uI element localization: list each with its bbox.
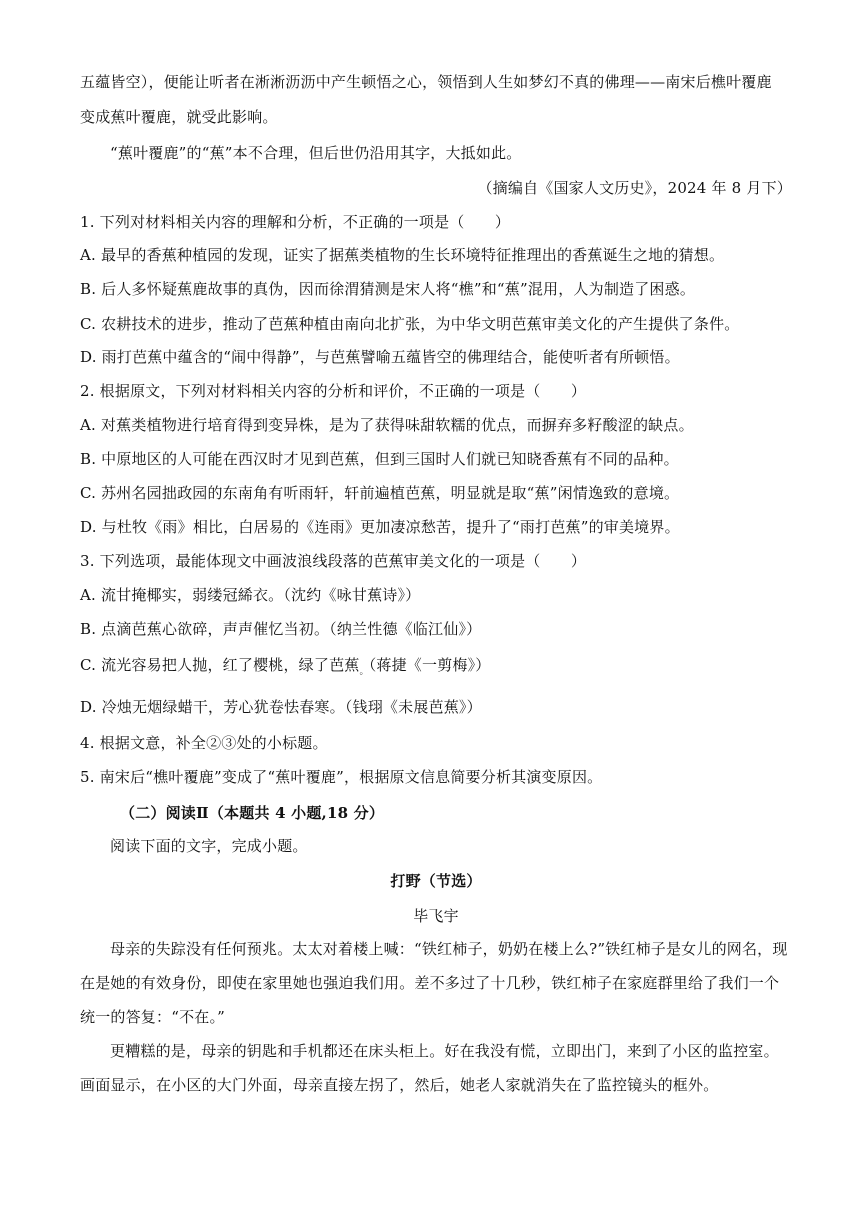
passage-line: 画面显示，在小区的大门外面，母亲直接左拐了，然后，她老人家就消失在了监控镜头的框外。 [80,1076,719,1094]
question-3-option-b: B. 点滴芭蕉心欲碎，声声催忆当初。（纳兰性德《临江仙》） [80,620,482,638]
text-line: 五蕴皆空），便能让听者在淅淅沥沥中产生顿悟之心，领悟到人生如梦幻不真的佛理——南宋后樵叶覆鹿 [80,73,772,91]
passage-line: 在是她的有效身份，即使在家里她也强迫我们用。差不多过了十几秒，铁红柿子在家庭群里给了我们一个 [80,974,780,992]
question-3-option-d: D. 冷烛无烟绿蜡干，芳心犹卷怯春寒。（钱珝《未展芭蕉》） [80,698,482,716]
question-2-option-d: D. 与杜牧《雨》相比，白居易的《连雨》更加凄凉愁苦，提升了“雨打芭蕉”的审美境界。 [80,518,680,536]
option-c-source: （蒋捷《一剪梅》） [368,656,491,674]
question-2-option-b: B. 中原地区的人可能在西汉时才见到芭蕉，但到三国时人们就已知晓香蕉有不同的品种。 [80,450,679,468]
question-3-stem: 3. 下列选项，最能体现文中画波浪线段落的芭蕉审美文化的一项是（ ） [80,552,587,570]
text-line: 变成蕉叶覆鹿，就受此影响。 [80,108,278,126]
question-2-option-c: C. 苏州名园拙政园的东南角有听雨轩，轩前遍植芭蕉，明显就是取“蕉”闲情逸致的意境。 [80,484,680,502]
passage-title: 打野（节选） [390,872,482,890]
question-1-stem: 1. 下列对材料相关内容的理解和分析，不正确的一项是（ ） [80,213,511,231]
passage-line: 母亲的失踪没有任何预兆。太太对着楼上喊：“铁红柿子，奶奶在楼上么?”铁红柿子是女儿的网名，现 [110,940,788,958]
source-citation: （摘编自《国家人文历史》，2024 年 8 月下） [477,179,792,197]
question-1-option-d: D. 雨打芭蕉中蕴含的“闹中得静”，与芭蕉譬喻五蕴皆空的佛理结合，能使听者有所顿悟。 [80,348,680,366]
passage-author: 毕飞宇 [413,907,459,925]
section-heading: （二）阅读Ⅱ（本题共 4 小题,18 分） [120,804,385,822]
passage-line: 统一的答复：“不在。” [80,1008,226,1026]
option-c-text: C. 流光容易把人抛，红了樱桃，绿了芭蕉 [80,656,360,674]
question-1-option-b: B. 后人多怀疑蕉鹿故事的真伪，因而徐渭猜测是宋人将“樵”和“蕉”混用，人为制造了困惑。 [80,280,696,298]
option-c-mark: 。 [359,667,369,677]
question-2-option-a: A. 对蕉类植物进行培育得到变异株，是为了获得味甜软糯的优点，而摒弃多籽酸涩的缺点。 [80,416,694,434]
question-2-stem: 2. 根据原文，下列对材料相关内容的分析和评价，不正确的一项是（ ） [80,382,587,400]
question-5: 5. 南宋后“樵叶覆鹿”变成了“蕉叶覆鹿”，根据原文信息简要分析其演变原因。 [80,768,603,786]
passage-line: 更糟糕的是，母亲的钥匙和手机都还在床头柜上。好在我没有慌，立即出门，来到了小区的监控室。 [110,1042,779,1060]
question-3-option-c [80,655,792,682]
question-1-option-a: A. 最早的香蕉种植园的发现，证实了据蕉类植物的生长环境特征推理出的香蕉诞生之地的猜想。 [80,246,725,264]
question-3-option-a: A. 流甘掩椰实，弱缕冠絺衣。（沈约《咏甘蕉诗》） [80,586,421,604]
question-4: 4. 根据文意，补全②③处的小标题。 [80,734,328,752]
question-1-option-c: C. 农耕技术的进步，推动了芭蕉种植由南向北扩张，为中华文明芭蕉审美文化的产生提供了条件。 [80,315,740,333]
section-instruction: 阅读下面的文字，完成小题。 [110,837,308,855]
text-line: “蕉叶覆鹿”的“蕉”本不合理，但后世仍沿用其字，大抵如此。 [110,144,522,162]
